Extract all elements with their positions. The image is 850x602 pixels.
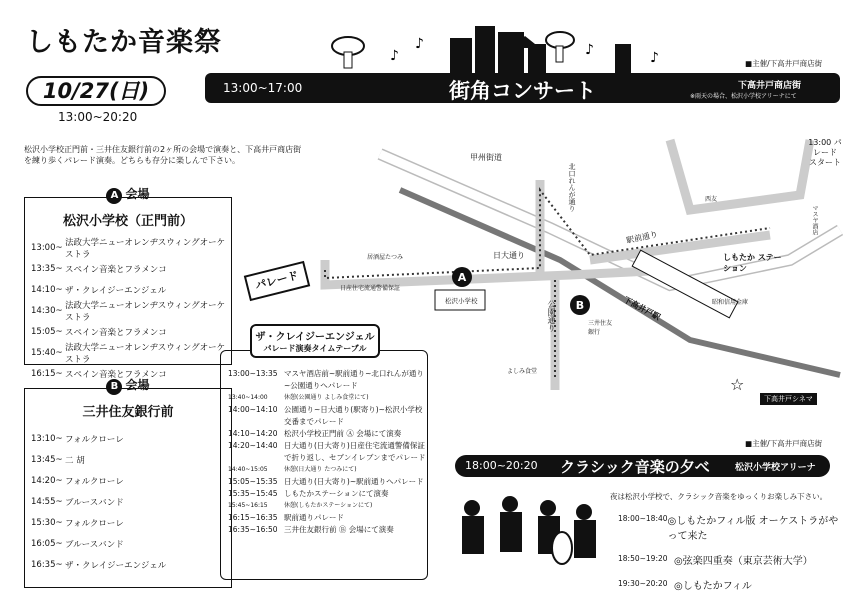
venue-b-section — [24, 376, 232, 588]
schedule-act: 法政大学ニューオレンヂスウィングオーケストラ — [65, 237, 226, 260]
svg-text:♪: ♪ — [415, 36, 424, 52]
schedule-act: スペイン音楽とフラメンコ — [65, 369, 167, 380]
venue-b-box — [24, 388, 232, 588]
timetable-text: で折り返し、セブンイレブンまでパレード — [284, 453, 426, 462]
skyline-illustration — [320, 18, 680, 74]
timetable-text: 駅前通りパレード — [284, 513, 344, 522]
venue-a-section — [24, 185, 232, 380]
classic-program-row — [618, 512, 843, 542]
timetable-row — [222, 464, 428, 476]
venue-b-badge: B — [106, 379, 122, 395]
station-shimotakaido: 下高井戸駅 — [622, 295, 662, 322]
timetable-text: 日大通り(日大寄り)日産住宅流通警備保証 — [284, 441, 425, 450]
shimotaka-station: しもたか ステーション — [723, 253, 782, 273]
venue-a-schedule — [25, 237, 231, 384]
road-kitazawa: 北口れんが通り — [568, 163, 576, 212]
schedule-time: 16:05~ — [31, 538, 63, 549]
schedule-act: ブルースバンド — [65, 539, 124, 550]
schedule-time: 15:05~ — [31, 326, 63, 337]
svg-text:♪: ♪ — [650, 50, 659, 66]
schedule-act: フォルクローレ — [65, 476, 124, 487]
timetable-row — [222, 368, 428, 380]
venue-b-label: 会場 — [125, 378, 150, 392]
matsuzawa-school-label: 松沢小学校 — [445, 297, 478, 305]
timetable-time: 14:20~14:40 — [228, 441, 278, 450]
schedule-row — [25, 258, 231, 279]
schedule-act: スペイン音楽とフラメンコ — [65, 264, 167, 275]
timetable-row — [222, 476, 428, 488]
schedule-act: 法政大学ニューオレンヂスウィングオーケストラ — [65, 342, 226, 365]
schedule-act: ザ・クレイジーエンジェル — [65, 560, 167, 571]
venue-a-box — [24, 197, 232, 380]
schedule-time: 14:30~ — [31, 305, 63, 316]
quartet-illustration — [452, 488, 602, 583]
schedule-row — [25, 512, 231, 533]
map-marker-b-label: B — [575, 299, 585, 312]
timetable-row — [222, 524, 428, 536]
street-concert-time: 13:00~17:00 — [223, 81, 303, 95]
schedule-act: フォルクローレ — [65, 434, 124, 445]
timetable-time: 14:10~14:20 — [228, 429, 278, 438]
svg-text:♪: ♪ — [585, 42, 594, 58]
timetable-row — [222, 404, 428, 416]
classic-note: 夜は松沢小学校で、クラシック音楽をゆっくりお楽しみ下さい。 — [610, 492, 828, 501]
timetable-row — [222, 440, 428, 452]
schedule-time: 16:35~ — [31, 559, 63, 570]
schedule-act: スペイン音楽とフラメンコ — [65, 327, 167, 338]
timetable-row — [222, 416, 428, 428]
road-koen: 公園通り — [547, 300, 556, 332]
schedule-act: 二 胡 — [65, 455, 85, 466]
schedule-row — [25, 491, 231, 512]
timetable-text: マスヤ酒店前~駅前通り~北口れんが通り — [284, 369, 424, 378]
street-concert-title: 街角コンサート — [449, 79, 596, 103]
yoshimi-label: よしみ食堂 — [507, 368, 538, 375]
classic-program-name: ◎弦楽四重奏（東京芸術大学） — [674, 556, 813, 567]
masuya-label: マスヤ酒店 — [811, 205, 818, 235]
timetable-text: 松沢小学校正門前 Ⓐ 会場にて演奏 — [284, 429, 402, 438]
timetable-text: しもたかステーションにて演奏 — [284, 489, 389, 498]
showa-label: 昭和信用金庫 — [712, 299, 749, 306]
timetable-row — [222, 380, 428, 392]
izakaya-label: 居酒屋たつみ — [367, 254, 404, 261]
cinema-label: 下高井戸シネマ — [760, 393, 817, 405]
timetable-text: 休憩(日大通り たつみにて) — [284, 466, 357, 473]
parade-label: パレード — [244, 261, 310, 301]
schedule-act: 法政大学ニューオレンヂスウィングオーケストラ — [65, 300, 226, 323]
timetable-time — [228, 380, 284, 392]
timetable-time: 15:35~15:45 — [228, 489, 278, 498]
road-koshu: 甲州街道 — [470, 153, 502, 162]
road-nichidai: 日大通り — [493, 251, 525, 260]
timetable-row — [222, 428, 428, 440]
timetable-text: 休憩(公園通り よしみ食堂にて) — [284, 394, 369, 401]
venue-a-badge: A — [106, 188, 122, 204]
schedule-time: 13:10~ — [31, 433, 63, 444]
schedule-time: 14:10~ — [31, 284, 63, 295]
venue-a-label: 会場 — [125, 187, 150, 201]
road-ekimae: 駅前通り — [625, 229, 659, 246]
intro-text: 松沢小学校正門前・三井住友銀行前の2ヶ所の会場で演奏と、下高井戸商店街を練り歩くパレード演奏。どちらも存分に楽しんで下さい。 — [24, 145, 302, 165]
timetable-time: 16:15~16:35 — [228, 513, 278, 522]
schedule-row — [25, 300, 231, 321]
schedule-time: 13:00~ — [31, 242, 63, 253]
cinema-star-icon: ☆ — [730, 375, 745, 394]
classic-program-time: 19:30~20:20 — [618, 579, 668, 588]
schedule-row — [25, 449, 231, 470]
schedule-row — [25, 342, 231, 363]
timetable-row — [222, 488, 428, 500]
timetable-subtitle: パレード演奏タイムテーブル — [263, 344, 367, 353]
schedule-act: フォルクローレ — [65, 518, 124, 529]
seiyu-label: 西友 — [705, 196, 718, 203]
classic-program-name: ◎しもたかフィル — [674, 581, 752, 592]
classic-organizer: ■主催/下高井戸商店街 — [745, 439, 823, 448]
classic-time: 18:00~20:20 — [465, 459, 538, 472]
schedule-row — [25, 470, 231, 491]
rain-note: ※雨天の場合、松沢小学校アリーナにて — [690, 93, 797, 100]
schedule-row — [25, 533, 231, 554]
classic-title: クラシック音楽の夕べ — [560, 458, 710, 476]
schedule-time: 14:55~ — [31, 496, 63, 507]
timetable-text: 交番までパレード — [284, 417, 344, 426]
classic-program-name: ◎しもたかフィル版 オーケストラがやって来た — [667, 516, 839, 542]
event-date: 10/27(日) — [26, 76, 166, 106]
timetable-text: 日大通り(日大寄り)~駅前通りへパレード — [284, 477, 424, 486]
timetable-time: 14:40~15:05 — [228, 466, 268, 473]
classic-program-row — [618, 577, 843, 592]
classic-program-time: 18:50~19:20 — [618, 554, 668, 563]
classic-banner — [455, 455, 830, 477]
schedule-time: 15:30~ — [31, 517, 63, 528]
timetable-title: ザ・クレイジーエンジェル — [255, 332, 375, 343]
map-marker-a-label: A — [457, 271, 467, 284]
classic-program-row — [618, 552, 843, 567]
timetable-time — [228, 452, 284, 464]
event-time: 13:00~20:20 — [58, 110, 138, 124]
schedule-row — [25, 279, 231, 300]
classic-program — [618, 512, 843, 602]
timetable-row — [222, 392, 428, 404]
timetable-time — [228, 416, 284, 428]
timetable-time: 15:45~16:15 — [228, 502, 268, 509]
timetable-row — [222, 500, 428, 512]
timetable-row — [222, 452, 428, 464]
timetable-text: 休憩(しもたかステーションにて) — [284, 502, 373, 509]
schedule-time: 16:15~ — [31, 368, 63, 379]
schedule-time: 13:35~ — [31, 263, 63, 274]
venue-a-name: 松沢小学校（正門前） — [62, 214, 193, 229]
schedule-row — [25, 321, 231, 342]
timetable-time: 15:05~15:35 — [228, 477, 278, 486]
schedule-row — [25, 237, 231, 258]
schedule-time: 13:45~ — [31, 454, 63, 465]
timetable-time: 14:00~14:10 — [228, 405, 278, 414]
schedule-row — [25, 554, 231, 575]
timetable-text: 三井住友銀行前 Ⓑ 会場にて演奏 — [284, 525, 394, 534]
venue-b-name: 三井住友銀行前 — [82, 405, 174, 420]
street-organizer: ■主催/下高井戸商店街 — [745, 59, 823, 68]
timetable-text: ~公園通りへパレード — [284, 381, 358, 390]
schedule-act: ブルースバンド — [65, 497, 124, 508]
timetable-time: 16:35~16:50 — [228, 525, 278, 534]
parade-start-label: 13:00 パレード スタート — [808, 138, 842, 167]
schedule-row — [25, 428, 231, 449]
schedule-time: 15:40~ — [31, 347, 63, 358]
classic-venue: 松沢小学校アリーナ — [735, 463, 816, 473]
timetable-text: 公園通り~日大通り(駅寄り)~松沢小学校 — [284, 405, 423, 414]
nissan-label: 日産住宅流通警備保証 — [340, 285, 401, 292]
classic-program-time: 18:00~18:40 — [618, 514, 668, 523]
timetable-header — [250, 324, 380, 358]
mitsui-label: 三井住友銀行 — [588, 320, 613, 336]
venue-b-schedule — [25, 428, 231, 575]
timetable-row — [222, 512, 428, 524]
schedule-time: 14:20~ — [31, 475, 63, 486]
timetable-time: 13:40~14:00 — [228, 394, 268, 401]
timetable-rows — [222, 368, 428, 536]
festival-title: しもたか音楽祭 — [26, 27, 222, 58]
street-concert-location: 下高井戸商店街 — [738, 81, 802, 91]
svg-text:♪: ♪ — [390, 48, 399, 64]
timetable-time: 13:00~13:35 — [228, 369, 278, 378]
schedule-act: ザ・クレイジーエンジェル — [65, 285, 167, 296]
